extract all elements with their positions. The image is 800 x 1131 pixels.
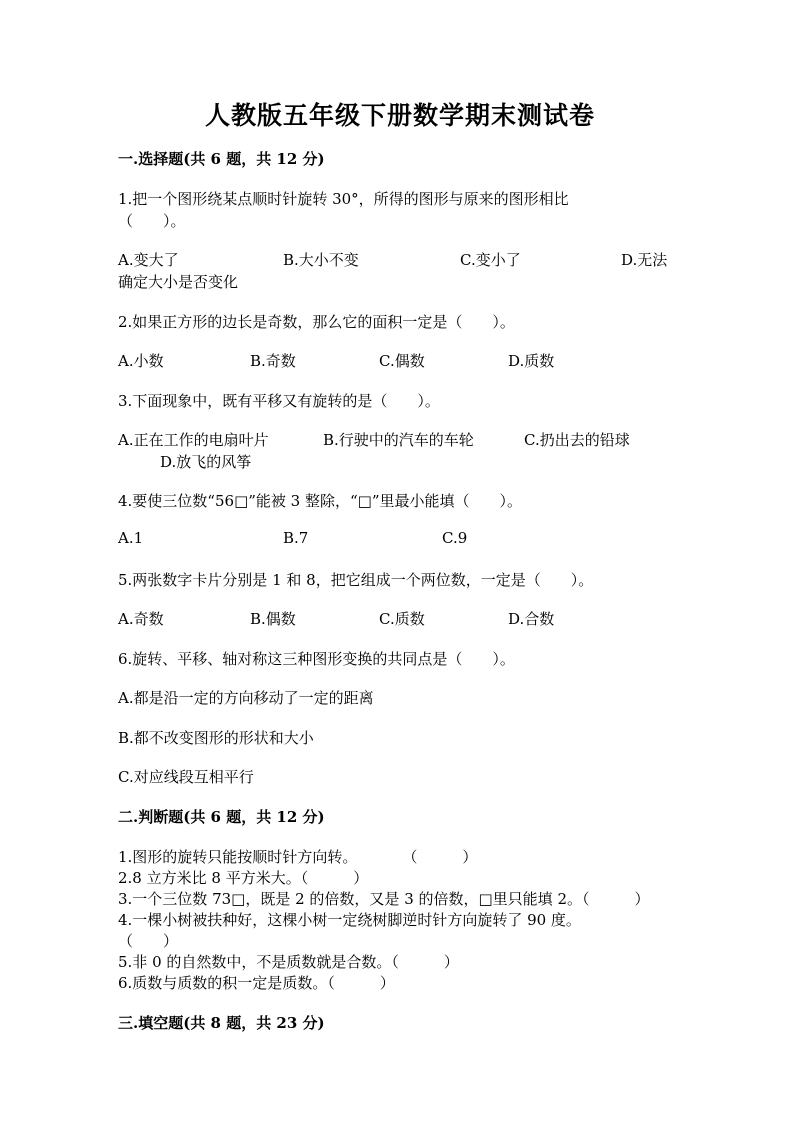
question-5-option-d: D.合数 xyxy=(508,610,555,628)
true-false-item-4-blank: （ ） xyxy=(118,932,179,950)
question-3-option-b: B.行驶中的汽车的车轮 xyxy=(323,431,474,449)
section-heading-multiple-choice: 一.选择题(共 6 题，共 12 分) xyxy=(118,150,325,168)
question-5-option-c: C.质数 xyxy=(379,610,425,628)
true-false-item-2: 2.8 立方米比 8 平方米大。（ ） xyxy=(118,869,369,887)
question-4-option-a: A.1 xyxy=(118,529,144,547)
true-false-item-5: 5.非 0 的自然数中，不是质数就是合数。（ ） xyxy=(118,953,459,971)
question-5-option-a: A.奇数 xyxy=(118,610,164,628)
question-1-option-d: D.无法 xyxy=(621,251,668,269)
question-4-stem: 4.要使三位数“56□”能被 3 整除，“□”里最小能填（ ）。 xyxy=(118,492,522,510)
question-6-option-b: B.都不改变图形的形状和大小 xyxy=(118,729,314,747)
question-3-option-c: C.扔出去的铅球 xyxy=(524,431,630,449)
question-2-option-c: C.偶数 xyxy=(379,352,425,370)
question-1-option-b: B.大小不变 xyxy=(283,251,359,269)
question-6-option-c: C.对应线段互相平行 xyxy=(118,768,254,786)
question-2-option-b: B.奇数 xyxy=(250,352,296,370)
question-6-stem: 6.旋转、平移、轴对称这三种图形变换的共同点是（ ）。 xyxy=(118,650,515,668)
question-3-option-a: A.正在工作的电扇叶片 xyxy=(118,431,269,449)
question-5-option-b: B.偶数 xyxy=(250,610,296,628)
question-6-option-a: A.都是沿一定的方向移动了一定的距离 xyxy=(118,689,374,707)
question-1-option-c: C.变小了 xyxy=(460,251,521,269)
question-1-stem: 1.把一个图形绕某点顺时针旋转 30°，所得的图形与原来的图形相比 xyxy=(118,190,569,208)
question-1-stem-blank: （ ）。 xyxy=(118,212,186,230)
true-false-item-3: 3.一个三位数 73□，既是 2 的倍数，又是 3 的倍数，□里只能填 2。（ ） xyxy=(118,890,650,908)
true-false-item-6: 6.质数与质数的积一定是质数。（ ） xyxy=(118,974,395,992)
question-3-stem: 3.下面现象中，既有平移又有旋转的是（ ）。 xyxy=(118,392,440,410)
question-3-option-d: D.放飞的风筝 xyxy=(160,453,252,471)
question-4-option-b: B.7 xyxy=(283,529,309,547)
true-false-item-4: 4.一棵小树被扶种好，这棵小树一定绕树脚逆时针方向旋转了 90 度。 xyxy=(118,911,581,929)
question-2-option-a: A.小数 xyxy=(118,352,164,370)
question-1-option-a: A.变大了 xyxy=(118,251,179,269)
page-title: 人教版五年级下册数学期末测试卷 xyxy=(204,101,595,130)
section-heading-fill-in: 三.填空题(共 8 题，共 23 分) xyxy=(118,1014,325,1032)
true-false-item-1: 1.图形的旋转只能按顺时针方向转。 （ ） xyxy=(118,848,478,866)
section-heading-true-false: 二.判断题(共 6 题，共 12 分) xyxy=(118,808,325,826)
question-2-option-d: D.质数 xyxy=(508,352,555,370)
question-2-stem: 2.如果正方形的边长是奇数，那么它的面积一定是（ ）。 xyxy=(118,313,515,331)
question-4-option-c: C.9 xyxy=(442,529,468,547)
question-5-stem: 5.两张数字卡片分别是 1 和 8，把它组成一个两位数，一定是（ ）。 xyxy=(118,571,594,589)
question-1-option-d-wrap: 确定大小是否变化 xyxy=(118,273,239,291)
